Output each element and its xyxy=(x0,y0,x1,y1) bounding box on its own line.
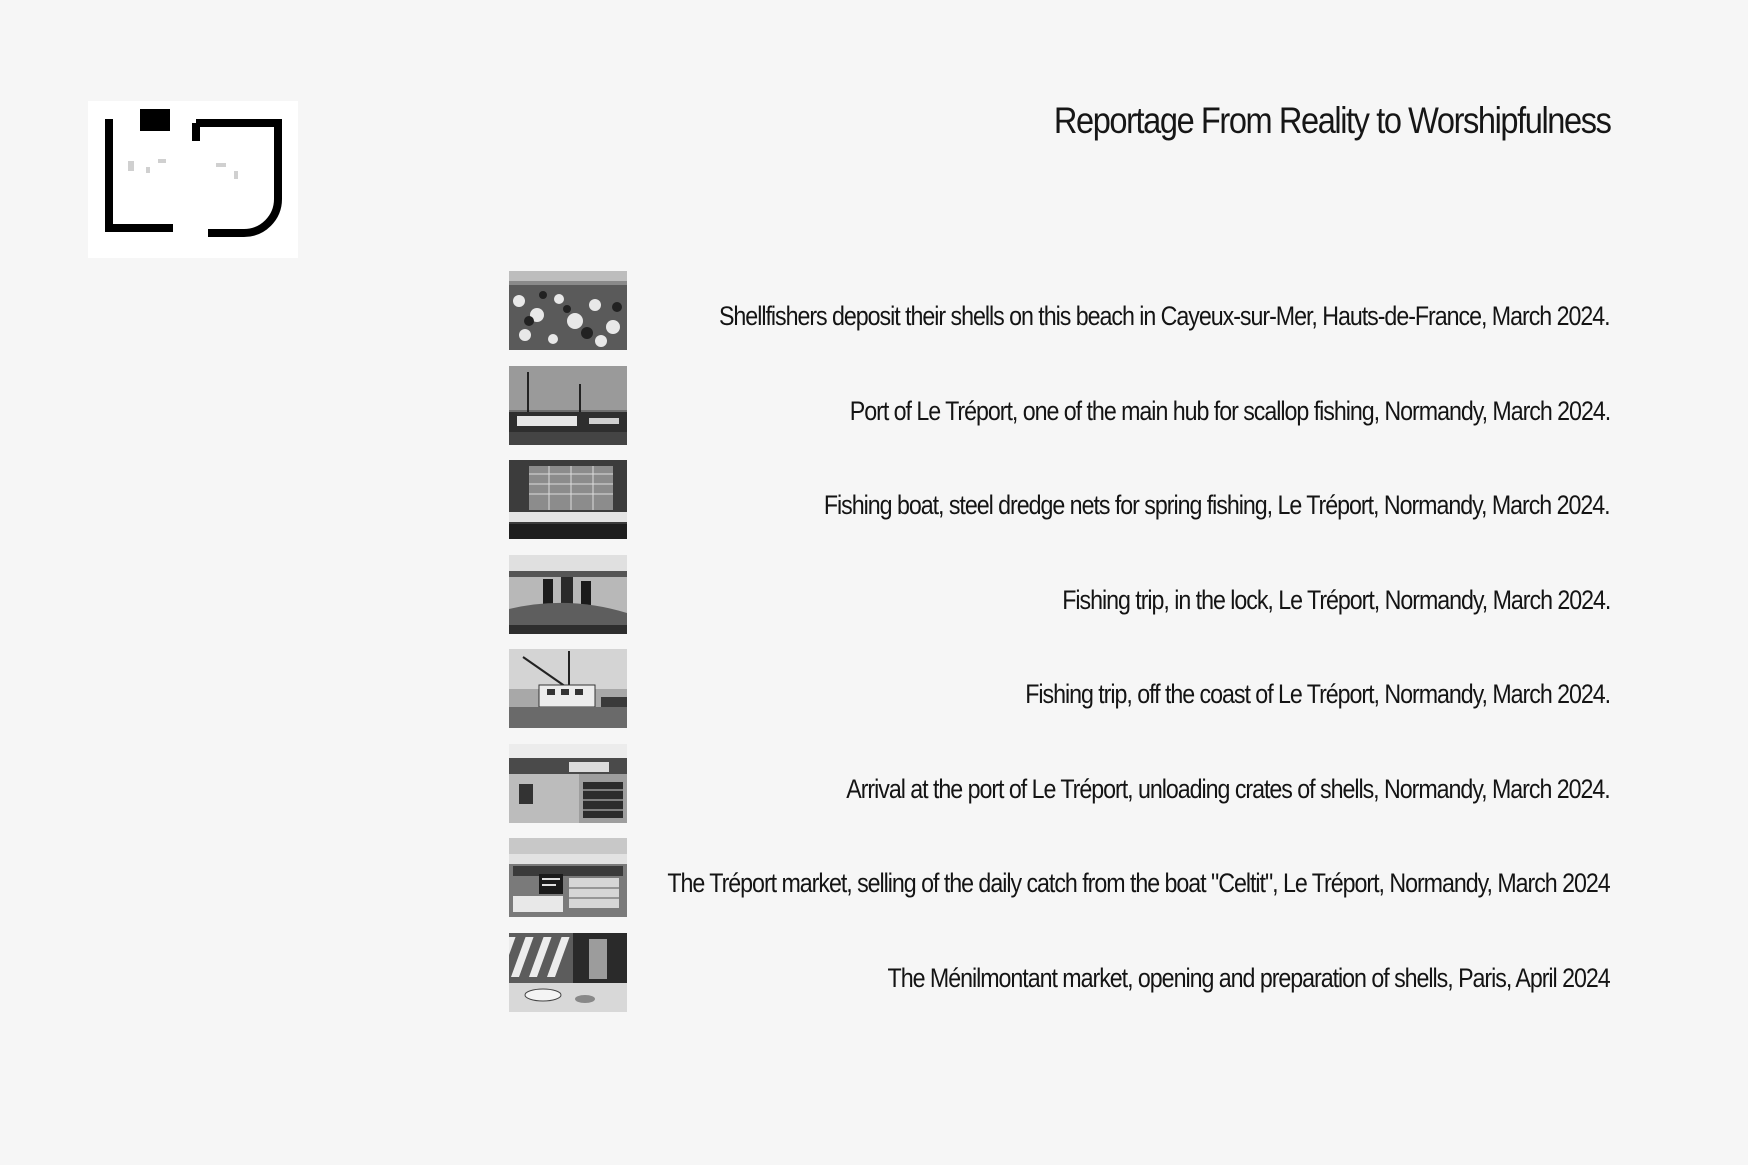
photo-entry xyxy=(509,744,1610,839)
photo-caption: Shellfishers deposit their shells on this beach in Cayeux-sur-Mer, Hauts-de-France, March 2024. xyxy=(719,301,1610,331)
photo-caption: Port of Le Tréport, one of the main hub for scallop fishing, Normandy, March 2024. xyxy=(849,395,1610,426)
photo-caption: Fishing trip, off the coast of Le Tréport, Normandy, March 2024. xyxy=(1025,679,1610,709)
photo-list xyxy=(509,271,1610,1027)
lock-photo xyxy=(509,555,627,634)
photo-entry xyxy=(509,460,1610,555)
offshore-boat-photo xyxy=(509,649,627,728)
page-title: Reportage From Reality to Worshipfulness xyxy=(1053,100,1610,141)
port-photo xyxy=(509,366,627,445)
dredge-nets-thumbnail[interactable] xyxy=(509,460,627,539)
photo-caption: Fishing trip, in the lock, Le Tréport, Normandy, March 2024. xyxy=(1061,584,1610,615)
unloading-crates-photo xyxy=(509,744,627,823)
shell-preparation-thumbnail[interactable] xyxy=(509,933,627,1012)
market-stall-photo xyxy=(509,838,627,917)
lock-thumbnail[interactable] xyxy=(509,555,627,634)
photo-caption: Fishing boat, steel dredge nets for spring fishing, Le Tréport, Normandy, March 2024. xyxy=(824,490,1610,520)
offshore-boat-thumbnail[interactable] xyxy=(509,649,627,728)
photo-caption: The Ménilmontant market, opening and preparation of shells, Paris, April 2024 xyxy=(887,962,1610,993)
logo[interactable] xyxy=(88,101,298,258)
photo-entry xyxy=(509,366,1610,461)
market-stall-thumbnail[interactable] xyxy=(509,838,627,917)
photo-entry xyxy=(509,838,1610,933)
photo-entry xyxy=(509,555,1610,650)
shells-beach-photo xyxy=(509,271,627,350)
lj-monogram-icon xyxy=(88,101,298,258)
shells-beach-thumbnail[interactable] xyxy=(509,271,627,350)
photo-entry xyxy=(509,271,1610,366)
dredge-nets-photo xyxy=(509,460,627,539)
unloading-crates-thumbnail[interactable] xyxy=(509,744,627,823)
photo-entry xyxy=(509,933,1610,1028)
photo-caption: The Tréport market, selling of the daily catch from the boat "Celtit", Le Tréport, Normandy, March 2024 xyxy=(667,868,1610,898)
port-thumbnail[interactable] xyxy=(509,366,627,445)
photo-entry xyxy=(509,649,1610,744)
shell-preparation-photo xyxy=(509,933,627,1012)
photo-caption: Arrival at the port of Le Tréport, unloading crates of shells, Normandy, March 2024. xyxy=(846,773,1610,804)
